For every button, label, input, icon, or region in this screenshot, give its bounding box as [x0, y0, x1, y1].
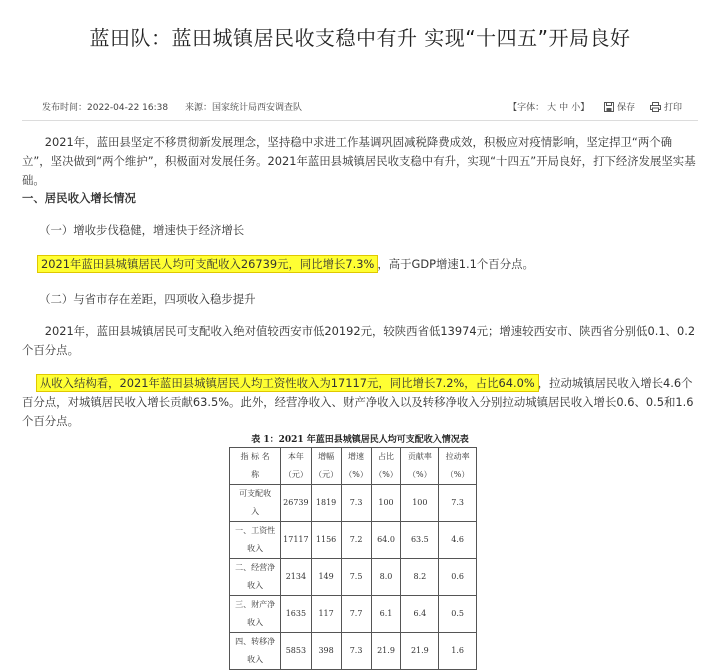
- paragraph-gap: 2021年，蓝田县城镇居民可支配收入绝对值较西安市低20192元，较陕西省低13974元；增速较西安市、陕西省分别低0.1、0.2个百分点。: [22, 324, 696, 357]
- subheading-2: （二）与省市存在差距，四项收入稳步提升: [39, 292, 256, 306]
- table-cell: 7.3: [439, 485, 477, 522]
- table-cell: 6.1: [371, 596, 401, 633]
- table-cell: 7.5: [341, 559, 371, 596]
- table-cell: 21.9: [371, 633, 401, 670]
- save-label: 保存: [617, 103, 636, 113]
- font-size-end: 】: [580, 103, 590, 113]
- subheading-1: （一）增收步伐稳健，增速快于经济增长: [39, 223, 245, 237]
- header-contribution: 贡献率 （%）: [401, 448, 439, 485]
- highlight-structure: 从收入结构看，2021年蓝田县城镇居民人均工资性收入为17117元，同比增长7.2%，占比64.0%: [37, 375, 538, 391]
- table-cell: 0.5: [439, 596, 477, 633]
- row-label: 四、转移净 收入: [230, 633, 281, 670]
- table-caption: 表 1：2021 年蓝田县城镇居民人均可支配收入情况表: [251, 435, 469, 445]
- header-pull-rate: 拉动率 （%）: [439, 448, 477, 485]
- table-cell: 6.4: [401, 596, 439, 633]
- table-cell: 1156: [311, 522, 341, 559]
- table-cell: 1.6: [439, 633, 477, 670]
- table-cell: 7.3: [341, 633, 371, 670]
- print-button[interactable]: [650, 103, 682, 113]
- table-cell: 21.9: [401, 633, 439, 670]
- table-cell: 117: [311, 596, 341, 633]
- table-cell: 26739: [281, 485, 311, 522]
- row-label: 二、经营净 收入: [230, 559, 281, 596]
- font-large-button[interactable]: 大: [547, 103, 557, 113]
- table-cell: 100: [371, 485, 401, 522]
- paragraph-structure-rest: ，拉动城镇居民收入增长4.6个百分点，对城镇居民收入增长贡献63.5%。此外，经营净收入、财产净收入以及转移净收入分别拉动城镇居民收入增长0.6、0.5和1.6个百分点。: [22, 376, 694, 428]
- paragraph-income-rest: ，高于GDP增速1.1个百分点。: [377, 257, 534, 271]
- article-meta: [42, 100, 682, 116]
- table-header-row: [230, 448, 477, 485]
- table-cell: 398: [311, 633, 341, 670]
- source: 来源：国家统计局西安调查队: [184, 103, 302, 113]
- table-cell: 149: [311, 559, 341, 596]
- table-cell: 17117: [281, 522, 311, 559]
- table-cell: 8.2: [401, 559, 439, 596]
- table-row: [230, 485, 477, 522]
- row-label: 一、工资性 收入: [230, 522, 281, 559]
- print-icon: [650, 102, 661, 112]
- article-tools: [508, 100, 682, 113]
- print-label: 打印: [663, 103, 682, 113]
- table-row: [230, 596, 477, 633]
- article-title: 蓝田队：蓝田城镇居民收支稳中有升 实现“十四五”开局良好: [89, 26, 631, 50]
- highlight-income: 2021年蓝田县城镇居民人均可支配收入26739元，同比增长7.3%: [38, 256, 377, 272]
- table-cell: 64.0: [371, 522, 401, 559]
- table-cell: 63.5: [401, 522, 439, 559]
- table-cell: 5853: [281, 633, 311, 670]
- table-cell: 8.0: [371, 559, 401, 596]
- table-row: [230, 559, 477, 596]
- save-icon: [604, 102, 614, 112]
- font-medium-button[interactable]: 中: [559, 103, 569, 113]
- row-label: 可支配收 入: [230, 485, 281, 522]
- table-row: [230, 522, 477, 559]
- section-heading-1: 一、居民收入增长情况: [22, 191, 136, 205]
- save-button[interactable]: [604, 103, 635, 113]
- table-cell: 1635: [281, 596, 311, 633]
- meta-divider: [22, 120, 698, 121]
- table-cell: 4.6: [439, 522, 477, 559]
- table-row: [230, 633, 477, 670]
- header-indicator: 指 标 名 称: [230, 448, 281, 485]
- table-cell: 7.3: [341, 485, 371, 522]
- table-cell: 7.2: [341, 522, 371, 559]
- table-cell: 0.6: [439, 559, 477, 596]
- header-growth-rate: 增速 （%）: [341, 448, 371, 485]
- font-size-label: 【字体：: [508, 103, 545, 113]
- table-cell: 7.7: [341, 596, 371, 633]
- table-cell: 100: [401, 485, 439, 522]
- paragraph-intro: 2021年，蓝田县坚定不移贯彻新发展理念，坚持稳中求进工作基调巩固减税降费成效，积极应对疫情影响，坚定捍卫“两个确立”，坚决做到“两个维护”，积极面对发展任务。2021年蓝田县城镇居民收支稳中有升，实现“十四五”开局良好，打下经济发展坚实基础。: [22, 135, 696, 187]
- paragraph-income: [38, 255, 698, 274]
- table-cell: 2134: [281, 559, 311, 596]
- table-cell: 1819: [311, 485, 341, 522]
- income-table-body: [230, 448, 477, 670]
- header-increase: 增幅 （元）: [311, 448, 341, 485]
- font-small-button[interactable]: 小: [571, 103, 581, 113]
- publish-time: 发布时间：2022-04-22 16:38: [42, 103, 169, 113]
- header-this-year: 本年 （元）: [281, 448, 311, 485]
- paragraph-structure: [22, 374, 698, 431]
- row-label: 三、财产净 收入: [230, 596, 281, 633]
- header-share: 占比 （%）: [371, 448, 401, 485]
- income-table: [229, 447, 477, 670]
- font-size-controls: [508, 103, 589, 113]
